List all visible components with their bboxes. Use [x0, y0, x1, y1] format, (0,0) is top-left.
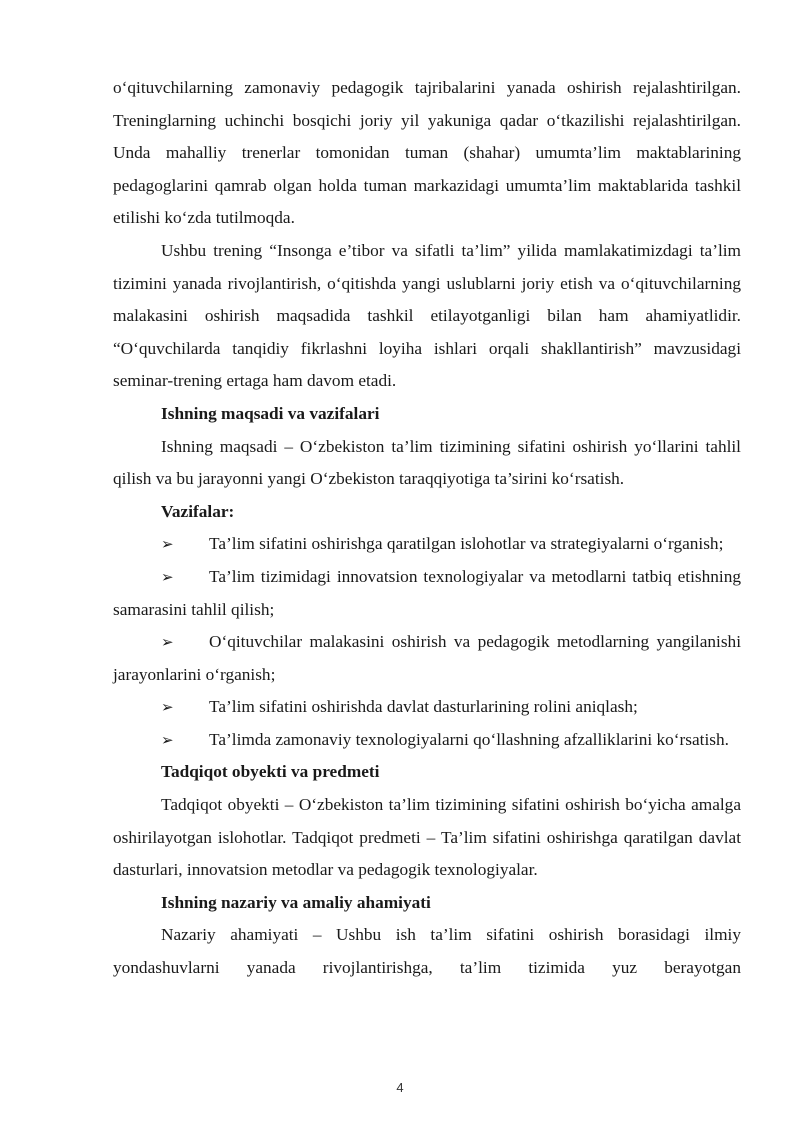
heading-significance: Ishning nazariy va amaliy ahamiyati: [161, 892, 431, 912]
list-item-text: Ta’lim sifatini oshirishda davlat dasturlarining rolini aniqlash;: [209, 697, 638, 717]
paragraph-research-object: Tadqiqot obyekti – O‘zbekiston ta’lim tizimining sifatini oshirish bo‘yicha amalga oshirilayotgan islohotlar. Tadqiqot predmeti – Ta’lim sifatini oshirishga qaratilgan davlat dasturlari, innovatsion metodlar va pedagogik texnologiyalar.: [113, 795, 741, 880]
list-item-text: O‘qituvchilar malakasini oshirish va pedagogik metodlarning yangilanishi jarayonlarini o‘rganish;: [113, 632, 741, 684]
list-item: [113, 561, 741, 626]
paragraph-training: Ushbu trening “Insonga e’tibor va sifatli ta’lim” yilida mamlakatimizdagi ta’lim tizimini yanada rivojlantirish, o‘qitishda yangi uslublarni joriy etish va o‘qituvchilarning malakasini oshirish maqsadida tashkil etilayotganligi bilan ham ahamiyatlidir. “O‘quvchilarda tanqidiy fikrlashni loyiha ishlari orqali shakllantirish” mavzusidagi seminar-trening ertaga ham davom etadi.: [113, 240, 741, 391]
arrow-bullet-icon: ➢: [161, 698, 174, 717]
list-item: [113, 626, 741, 691]
paragraph-goal: Ishning maqsadi – O‘zbekiston ta’lim tizimining sifatini oshirish yo‘llarini tahlil qilish va bu jarayonni yangi O‘zbekiston taraqqiyotiga ta’sirini ko‘rsatish.: [113, 436, 741, 489]
heading-research-object: Tadqiqot obyekti va predmeti: [161, 762, 380, 782]
page-number: 4: [396, 1080, 404, 1095]
list-item: [113, 724, 741, 757]
paragraph-significance: Nazariy ahamiyati – Ushbu ish ta’lim sifatini oshirish borasidagi ilmiy yondashuvlarni yanada rivojlantirishga, ta’lim tizimida yuz berayotgan: [113, 925, 741, 978]
document-page: [113, 72, 741, 985]
arrow-bullet-icon: ➢: [161, 730, 174, 749]
arrow-bullet-icon: ➢: [161, 567, 174, 586]
heading-goals: Ishning maqsadi va vazifalari: [161, 403, 380, 423]
list-item: [113, 691, 741, 724]
heading-tasks: Vazifalar:: [161, 501, 235, 521]
paragraph-intro-continued: o‘qituvchilarning zamonaviy pedagogik tajribalarini yanada oshirish rejalashtirilgan. Treninglarning uchinchi bosqichi joriy yil yakuniga qadar o‘tkazilishi rejalashtirilgan. Unda mahalliy trenerlar tomonidan tuman (shahar) umumta’lim maktablarining pedagoglarini qamrab olgan holda tuman markazidagi umumta’lim maktablarida tashkil etilishi ko‘zda tutilmoqda.: [113, 78, 741, 228]
list-item-text: Ta’lim sifatini oshirishga qaratilgan islohotlar va strategiyalarni o‘rganish;: [209, 534, 724, 554]
arrow-bullet-icon: ➢: [161, 633, 174, 652]
arrow-bullet-icon: ➢: [161, 535, 174, 554]
list-item-text: Ta’lim tizimidagi innovatsion texnologiyalar va metodlarni tatbiq etishning samarasini tahlil qilish;: [113, 566, 741, 619]
list-item: [113, 528, 741, 561]
list-item-text: Ta’limda zamonaviy texnologiyalarni qo‘llashning afzalliklarini ko‘rsatish.: [209, 729, 729, 749]
